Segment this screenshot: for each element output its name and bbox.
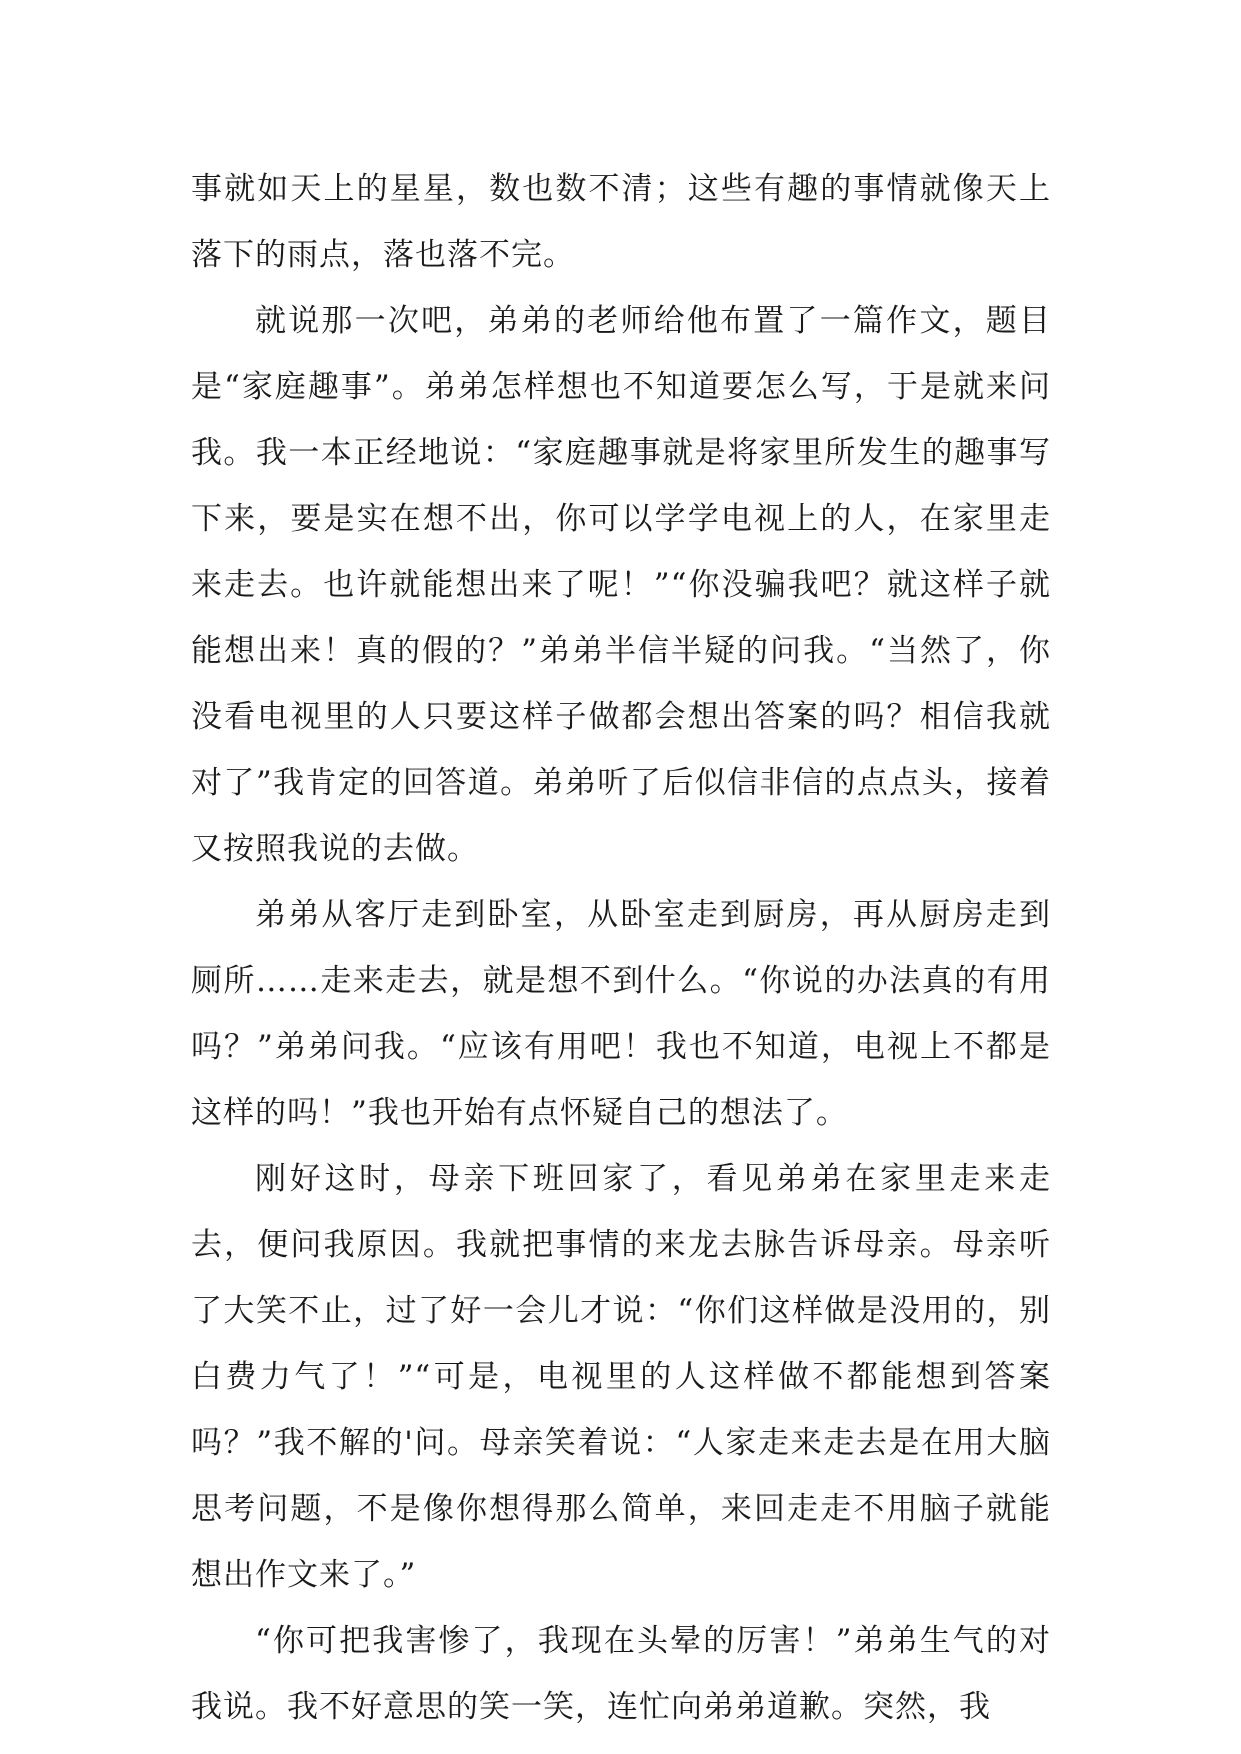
- paragraph-2: 就说那一次吧，弟弟的老师给他布置了一篇作文，题目是“家庭趣事”。弟弟怎样想也不知道要怎么写，于是就来问我。我一本正经地说：“家庭趣事就是将家里所发生的趣事写下来，要是实在想不出，你可以学学电视上的人，在家里走来走去。也许就能想出来了呢！”“你没骗我吧？就这样子就能想出来！真的假的？”弟弟半信半疑的问我。“当然了，你没看电视里的人只要这样子做都会想出答案的吗？相信我就对了”我肯定的回答道。弟弟听了后似信非信的点点头，接着又按照我说的去做。: [191, 303, 1051, 867]
- paragraph-1: 事就如天上的星星，数也数不清；这些有趣的事情就像天上落下的雨点，落也落不完。: [191, 171, 1051, 273]
- paragraph-3: 弟弟从客厅走到卧室，从卧室走到厨房，再从厨房走到厕所……走来走去，就是想不到什么。“你说的办法真的有用吗？”弟弟问我。“应该有用吧！我也不知道，电视上不都是这样的吗！”我也开始有点怀疑自己的想法了。: [191, 897, 1051, 1131]
- body-text: [191, 156, 1051, 1740]
- paragraph-5: “你可把我害惨了，我现在头晕的厉害！”弟弟生气的对我说。我不好意思的笑一笑，连忙向弟弟道歉。突然，我: [191, 1623, 1051, 1725]
- paragraph-4: 刚好这时，母亲下班回家了，看见弟弟在家里走来走去，便问我原因。我就把事情的来龙去脉告诉母亲。母亲听了大笑不止，过了好一会儿才说：“你们这样做是没用的，别白费力气了！”“可是，电视里的人这样做不都能想到答案吗？”我不解的'问。母亲笑着说：“人家走来走去是在用大脑思考问题，不是像你想得那么简单，来回走走不用脑子就能想出作文来了。”: [191, 1161, 1051, 1593]
